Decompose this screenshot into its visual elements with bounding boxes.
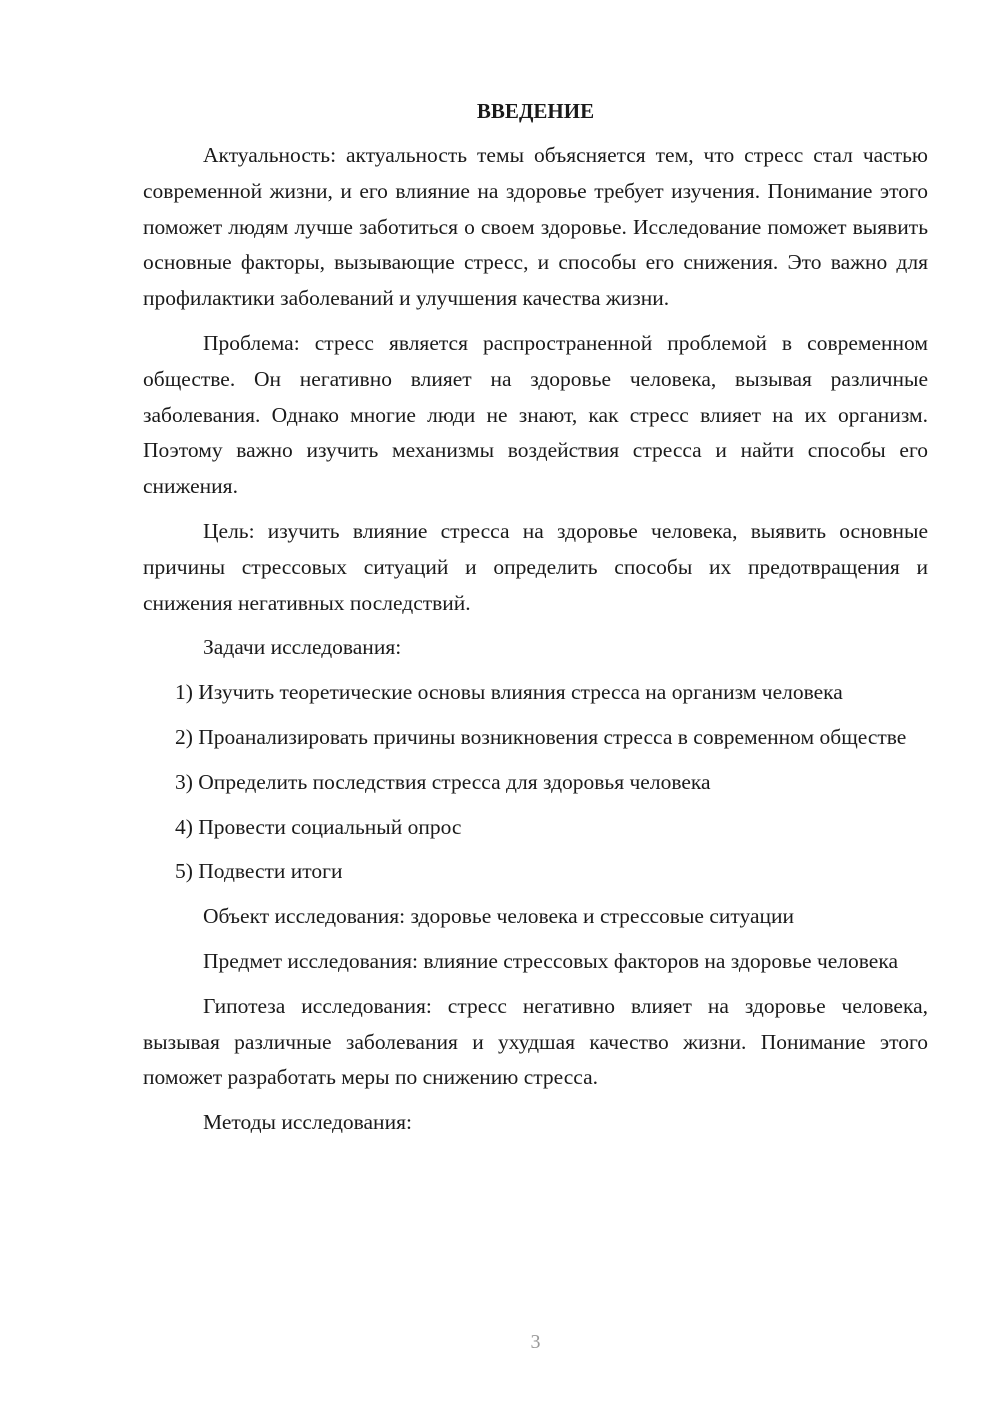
- task-item-2: 2) Проанализировать причины возникновения стресса в современном обществе: [175, 724, 907, 749]
- hypothesis-paragraph: Гипотеза исследования: стресс негативно влияет на здоровье человека, вызывая различные заболевания и ухудшая качество жизни. Понимание этого поможет разработать меры по снижению стресса.: [143, 993, 928, 1090]
- tasks-heading: Задачи исследования:: [203, 635, 402, 660]
- object-paragraph: Объект исследования: здоровье человека и стрессовые ситуации: [203, 904, 795, 929]
- task-item-5: 5) Подвести итоги: [175, 859, 343, 884]
- task-item-1: 1) Изучить теоретические основы влияния стресса на организм человека: [175, 680, 843, 705]
- relevance-paragraph: Актуальность: актуальность темы объясняется тем, что стресс стал частью современной жизни, и его влияние на здоровье требует изучения. Понимание этого поможет людям лучше заботиться о своем здоровье. Исследование поможет выявить основные факторы, вызывающие стресс, и способы его снижения. Это важно для профилактики заболеваний и улучшения качества жизни.: [143, 143, 928, 311]
- subject-paragraph: Предмет исследования: влияние стрессовых факторов на здоровье человека: [203, 948, 899, 973]
- document-page: [143, 96, 928, 1150]
- goal-paragraph: Цель: изучить влияние стресса на здоровье человека, выявить основные причины стрессовых ситуаций и определить способы их предотвращения и снижения негативных последствий.: [143, 518, 928, 615]
- task-item-3: 3) Определить последствия стресса для здоровья человека: [175, 769, 711, 794]
- task-item-4: 4) Провести социальный опрос: [175, 814, 462, 839]
- methods-heading: Методы исследования:: [203, 1110, 412, 1135]
- problem-paragraph: Проблема: стресс является распространенной проблемой в современном обществе. Он негативно влияет на здоровье человека, вызывая различные заболевания. Однако многие люди не знают, как стресс влияет на их организм. Поэтому важно изучить механизмы воздействия стресса и найти способы его снижения.: [143, 330, 928, 499]
- section-title: ВВЕДЕНИЕ: [476, 99, 595, 123]
- page-number: 3: [530, 1331, 541, 1353]
